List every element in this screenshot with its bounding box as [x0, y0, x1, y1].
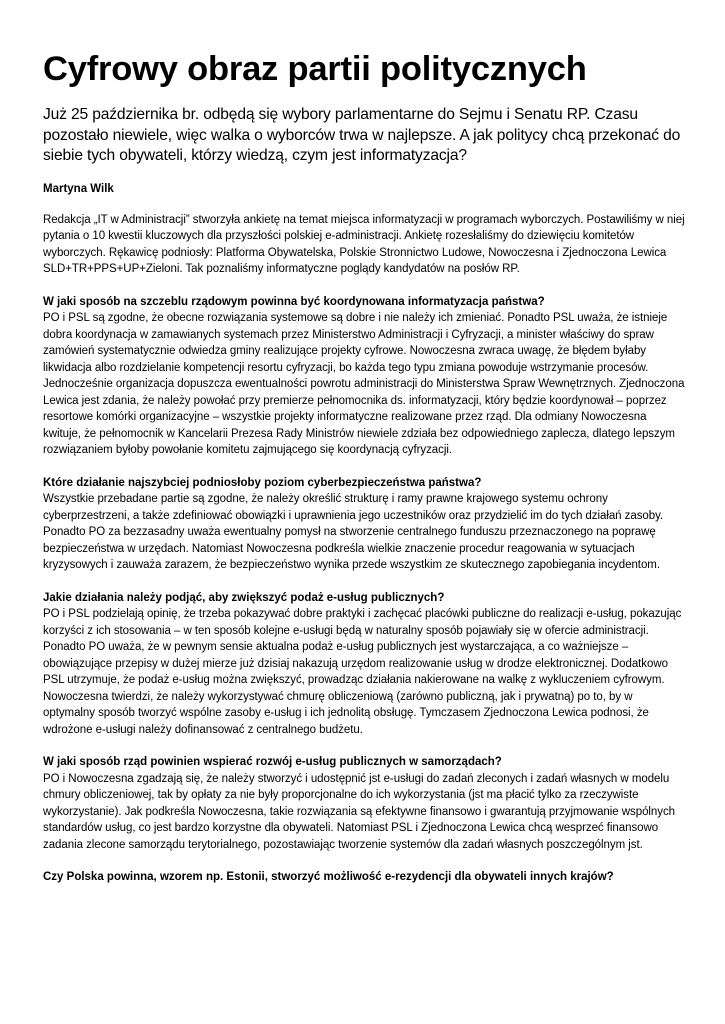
section-question: Czy Polska powinna, wzorem np. Estonii, stworzyć możliwość e-rezydencji dla obywateli innych krajów?	[43, 871, 614, 884]
qa-section-1	[43, 294, 685, 459]
article-author: Martyna Wilk	[43, 182, 114, 195]
qa-section-4	[43, 754, 685, 853]
section-question: W jaki sposób na szczeblu rządowym powinna być koordynowana informatyzacja państwa?	[43, 295, 545, 308]
qa-section-5	[43, 869, 685, 886]
section-question: Jakie działania należy podjąć, aby zwiększyć podaż e-usług publicznych?	[43, 591, 445, 604]
article-intro: Redakcja „IT w Administracji” stworzyła ankietę na temat miejsca informatyzacji w programach wyborczych. Postawiliśmy w niej pytania o 10 kwestii kluczowych dla przyszłości polskiej e-administracji. Ankietę rozesłaliśmy do dziewięciu komitetów wyborczych. Rękawicę podniosły: Platforma Obywatelska, Polskie Stronnictwo Ludowe, Nowoczesna i Zjednoczona Lewica SLD+TR+PPS+UP+Zieloni. Tak poznaliśmy informatyczne poglądy kandydatów na posłów RP.	[43, 213, 685, 276]
section-answer: PO i Nowoczesna zgadzają się, że należy stworzyć i udostępnić jst e-usługi do zadań zleconych i zadań własnych w modelu chmury obliczeniowej, tak by opłaty za nie były proporcjonalne do ich wykorzystania (jst ma płacić tylko za rzeczywiste wykorzystanie). Jak podkreśla Nowoczesna, takie rozwiązania są efektywne finansowo i gwarantują przyjmowanie wspólnych standardów usług, co jest bardzo korzystne dla obywateli. Natomiast PSL i Zjednoczona Lewica chcą wesprzeć finansowo zadania zlecone samorządu terytorialnego, pozostawiając tworzenie systemów dla zadań własnych poszczególnym jst.	[43, 772, 676, 851]
article-lead: Już 25 października br. odbędą się wybory parlamentarne do Sejmu i Senatu RP. Czasu pozostało niewiele, więc walka o wyborców trwa w najlepsze. A jak politycy chcą przekonać do siebie tych obywateli, którzy wiedzą, czym jest informatyzacja?	[43, 106, 681, 165]
section-question: W jaki sposób rząd powinien wspierać rozwój e-usług publicznych w samorządach?	[43, 756, 502, 769]
section-answer: Wszystkie przebadane partie są zgodne, że należy określić strukturę i ramy prawne krajowego systemu ochrony cyberprzestrzeni, a także zdefiniować obowiązki i uprawnienia jego uczestników oraz przydzielić im do tych działań zasoby. Ponadto PO za bezzasadny uważa ewentualny pomysł na stworzenie centralnego funduszu przeznaczonego na poprawę bezpieczeństwa w urzędach. Natomiast Nowoczesna podkreśla wielkie znaczenie procedur reagowania w sytuacjach kryzysowych i zauważa zarazem, że bezpieczeństwo wynika przede wszystkim ze skutecznego zapobiegania incydentom.	[43, 493, 664, 572]
article	[43, 44, 685, 886]
section-question: Które działanie najszybciej podniosłoby poziom cyberbezpieczeństwa państwa?	[43, 476, 482, 489]
qa-section-2	[43, 475, 685, 574]
article-title: Cyfrowy obraz partii politycznych	[43, 50, 587, 88]
section-answer: PO i PSL podzielają opinię, że trzeba pokazywać dobre praktyki i zachęcać placówki publiczne do realizacji e-usług, pokazując korzyści z ich stosowania – w ten sposób kolejne e-usługi będą w naturalny sposób pojawiały się w ofercie administracji. Ponadto PO uważa, że w pewnym sensie aktualna podaż e-usług publicznych jest wystarczająca, a co ważniejsze – obowiązujące przepisy w dużej mierze już dzisiaj nakazują urzędom realizowanie usług w drodze elektronicznej. Dodatkowo PSL utrzymuje, że podaż e-usług można zwiększyć, prowadząc działania nakierowane na walkę z wykluczeniem cyfrowym. Nowoczesna twierdzi, że należy wykorzystywać chmurę obliczeniową (zarówno publiczną, jak i prywatną) po to, by w optymalny sposób tworzyć wspólne zasoby e-usług i ich jednolitą obsługę. Tymczasem Zjednoczona Lewica podnosi, że wdrożone e-usługi należy dofinansować z centralnego budżetu.	[43, 608, 682, 736]
qa-section-3	[43, 590, 685, 739]
section-answer: PO i PSL są zgodne, że obecne rozwiązania systemowe są dobre i nie należy ich zmieniać. Ponadto PSL uważa, że istnieje dobra koordynacja w zamawianych systemach przez Ministerstwo Administracji i Cyfryzacji, a minister właściwy do spraw zamówień systematycznie odwiedza gminy realizujące projekty cyfrowe. Nowoczesna zwraca uwagę, że błędem byłaby likwidacja albo rozdzielanie kompetencji resortu cyfryzacji, bo każda tego typu zmiana powoduje wstrzymanie procesów. Jednocześnie organizacja dopuszcza ewentualności powrotu administracji do Ministerstwa Spraw Wewnętrznych. Zjednoczona Lewica jest zdania, że należy powołać przy premierze pełnomocnika ds. informatyzacji, który będzie koordynował – poprzez resortowe komórki organizacyjne – wszystkie projekty informatyczne realizowane przez rząd. Dla odmiany Nowoczesna kwituje, że pełnomocnik w Kancelarii Prezesa Rady Ministrów niewiele zdziała bez odpowiedniego zaplecza, dlatego lepszym rozwiązaniem byłoby powołanie komitetu zajmującego się koordynacją cyfryzacji.	[43, 312, 685, 457]
